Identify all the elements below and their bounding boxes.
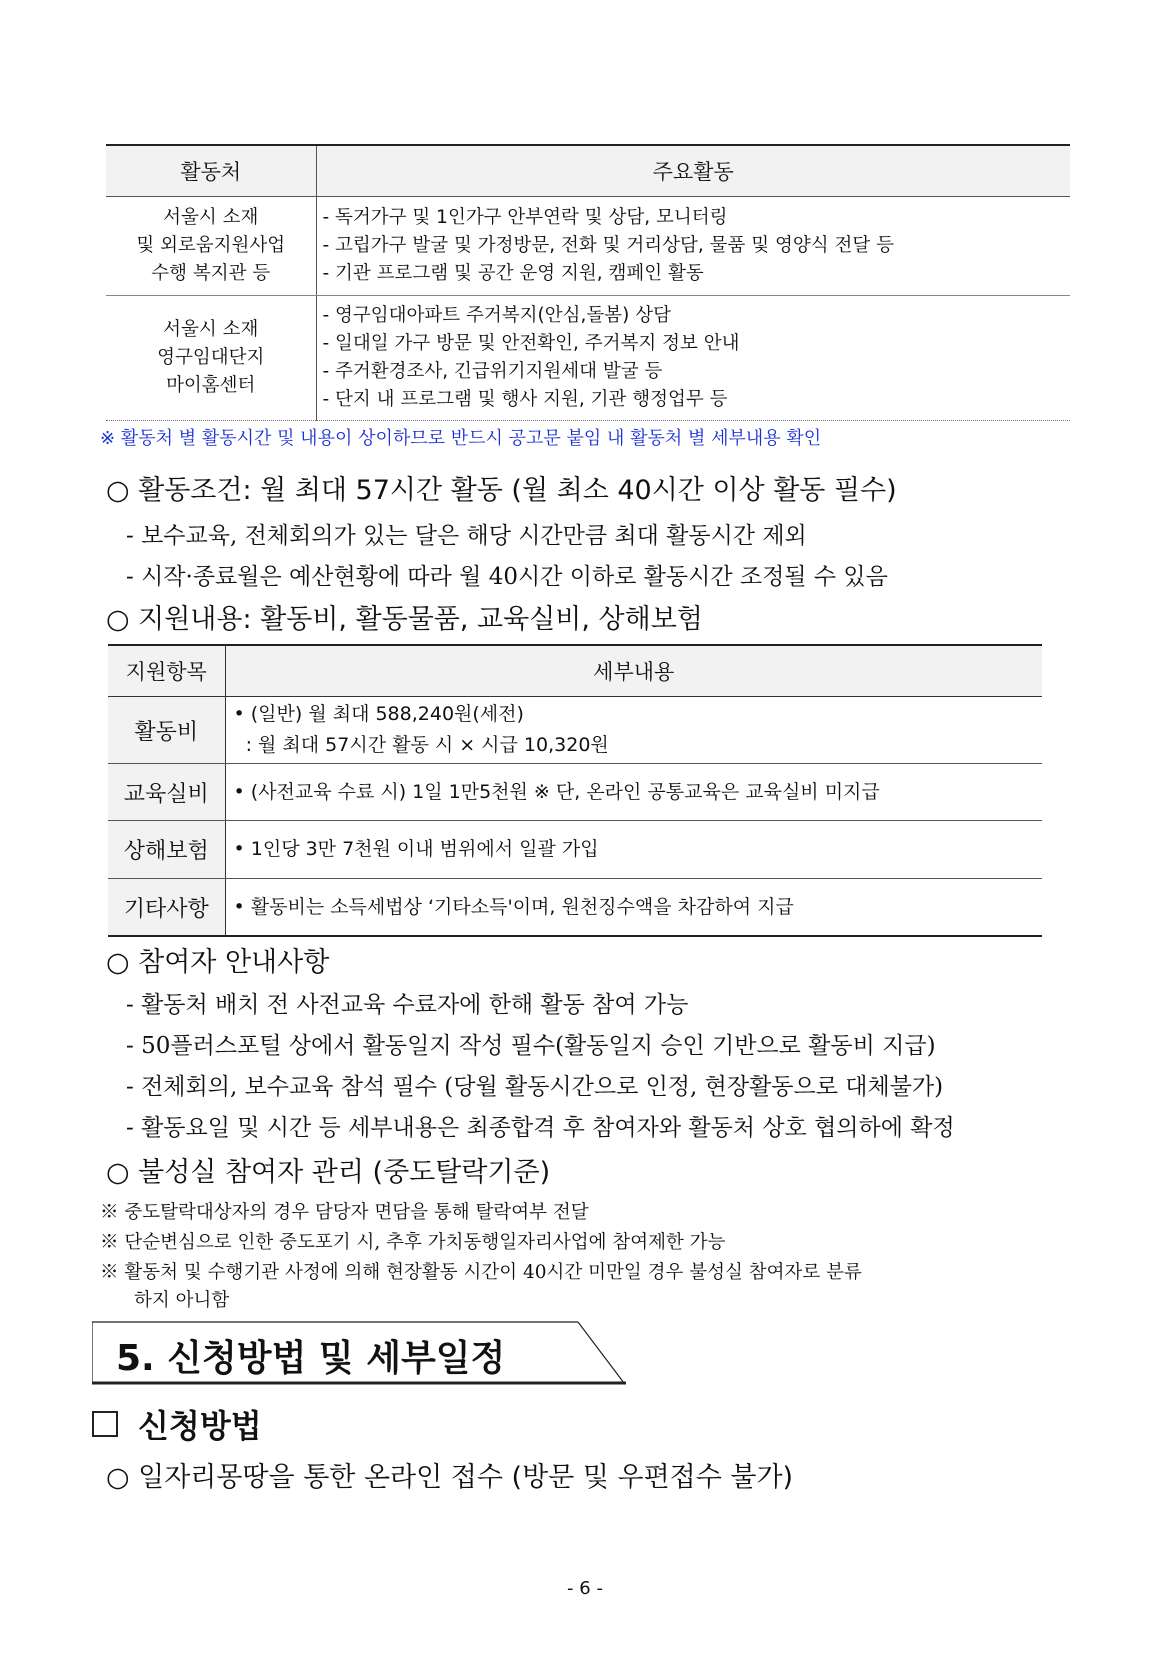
activity-line: - 일대일 가구 방문 및 안전확인, 주거복지 정보 안내: [322, 333, 740, 354]
support-label: 활동비: [108, 697, 225, 764]
table-row: [106, 296, 1070, 421]
support-value: [225, 879, 1042, 937]
support-line: • (일반) 월 최대 588,240원(세전): [233, 703, 524, 725]
participant-info-item: - 활동처 배치 전 사전교육 수료자에 한해 활동 참여 가능: [126, 992, 689, 1018]
activity-line: - 단지 내 프로그램 및 행사 지원, 기관 행정업무 등: [322, 389, 728, 410]
section-title: 5. 신청방법 및 세부일정: [116, 1338, 506, 1379]
table-row: [106, 197, 1070, 296]
activity-line: - 고립가구 발굴 및 가정방문, 전화 및 거리상담, 물품 및 영양식 전달 등: [322, 235, 895, 256]
org-line: 수행 복지관 등: [151, 263, 271, 284]
dropout-note: ※ 단순변심으로 인한 중도포기 시, 추후 가치동행일자리사업에 참여제한 가능: [100, 1232, 726, 1253]
conditions-heading: ○ 활동조건: 월 최대 57시간 활동 (월 최소 40시간 이상 활동 필수): [106, 475, 897, 506]
application-method-heading: [92, 1401, 262, 1447]
square-bullet-icon: [92, 1411, 118, 1437]
support-line: : 월 최대 57시간 활동 시 × 시급 10,320원: [233, 734, 609, 756]
support-table-header-item: 지원항목: [108, 645, 225, 697]
activity-note: ※ 활동처 별 활동시간 및 내용이 상이하므로 반드시 공고문 붙임 내 활동처 별 세부내용 확인: [100, 428, 822, 449]
activity-line: - 주거환경조사, 긴급위기지원세대 발굴 등: [322, 361, 663, 382]
support-table: [108, 644, 1042, 937]
support-label: 교육실비: [108, 764, 225, 821]
dropout-heading: ○ 불성실 참여자 관리 (중도탈락기준): [106, 1157, 551, 1188]
support-table-header-detail: 세부내용: [225, 645, 1042, 697]
support-heading: ○ 지원내용: 활동비, 활동물품, 교육실비, 상해보험: [106, 604, 703, 635]
dropout-note: ※ 중도탈락대상자의 경우 담당자 면담을 통해 탈락여부 전달: [100, 1202, 589, 1223]
org-line: 마이홈센터: [166, 375, 256, 396]
activity-table-header-activity: 주요활동: [316, 145, 1070, 197]
page-number: - 6 -: [567, 1578, 603, 1599]
activity-line: - 독거가구 및 1인가구 안부연락 및 상담, 모니터링: [322, 207, 728, 228]
support-value: [225, 821, 1042, 879]
activity-detail-cell: [316, 197, 1070, 296]
support-label: 상해보험: [108, 821, 225, 879]
org-line: 영구임대단지: [157, 347, 265, 368]
table-row: [108, 764, 1042, 821]
activity-line: - 기관 프로그램 및 공간 운영 지원, 캠페인 활동: [322, 263, 704, 284]
table-row: [108, 879, 1042, 937]
application-method-item: ○ 일자리몽땅을 통한 온라인 접수 (방문 및 우편접수 불가): [106, 1462, 794, 1493]
activity-table-header-org: 활동처: [106, 145, 316, 197]
application-method-label: 신청방법: [138, 1407, 262, 1445]
org-line: 서울시 소재: [163, 207, 259, 228]
participant-info-heading: ○ 참여자 안내사항: [106, 947, 330, 978]
activity-table: [106, 144, 1070, 421]
activity-org-cell: [106, 197, 316, 296]
table-row: [108, 697, 1042, 764]
participant-info-item: - 활동요일 및 시간 등 세부내용은 최종합격 후 참여자와 활동처 상호 협의하에 확정: [126, 1115, 955, 1141]
activity-detail-cell: [316, 296, 1070, 421]
dropout-note: ※ 활동처 및 수행기관 사정에 의해 현장활동 시간이 40시간 미만일 경우 불성실 참여자로 분류: [100, 1262, 862, 1283]
section-heading: [92, 1320, 626, 1386]
participant-info-item: - 전체회의, 보수교육 참석 필수 (당월 활동시간으로 인정, 현장활동으로 대체불가): [126, 1074, 944, 1100]
support-label: 기타사항: [108, 879, 225, 937]
org-line: 서울시 소재: [163, 319, 259, 340]
activity-org-cell: [106, 296, 316, 421]
support-line: • 활동비는 소득세법상 ‘기타소득'이며, 원천징수액을 차감하여 지급: [233, 895, 794, 918]
participant-info-item: - 50플러스포털 상에서 활동일지 작성 필수(활동일지 승인 기반으로 활동비 지급): [126, 1033, 936, 1059]
conditions-item: - 보수교육, 전체회의가 있는 달은 해당 시간만큼 최대 활동시간 제외: [126, 523, 807, 549]
support-line: • (사전교육 수료 시) 1일 1만5천원 ※ 단, 온라인 공통교육은 교육실비 미지급: [233, 780, 880, 803]
org-line: 및 외로움지원사업: [136, 235, 286, 256]
support-value: [225, 697, 1042, 764]
table-row: [108, 821, 1042, 879]
support-line: • 1인당 3만 7천원 이내 범위에서 일괄 가입: [233, 838, 599, 860]
dropout-note: 하지 아니함: [134, 1290, 230, 1311]
support-value: [225, 764, 1042, 821]
activity-line: - 영구임대아파트 주거복지(안심,돌봄) 상담: [322, 305, 671, 326]
conditions-item: - 시작·종료월은 예산현황에 따라 월 40시간 이하로 활동시간 조정될 수 있음: [126, 564, 888, 590]
